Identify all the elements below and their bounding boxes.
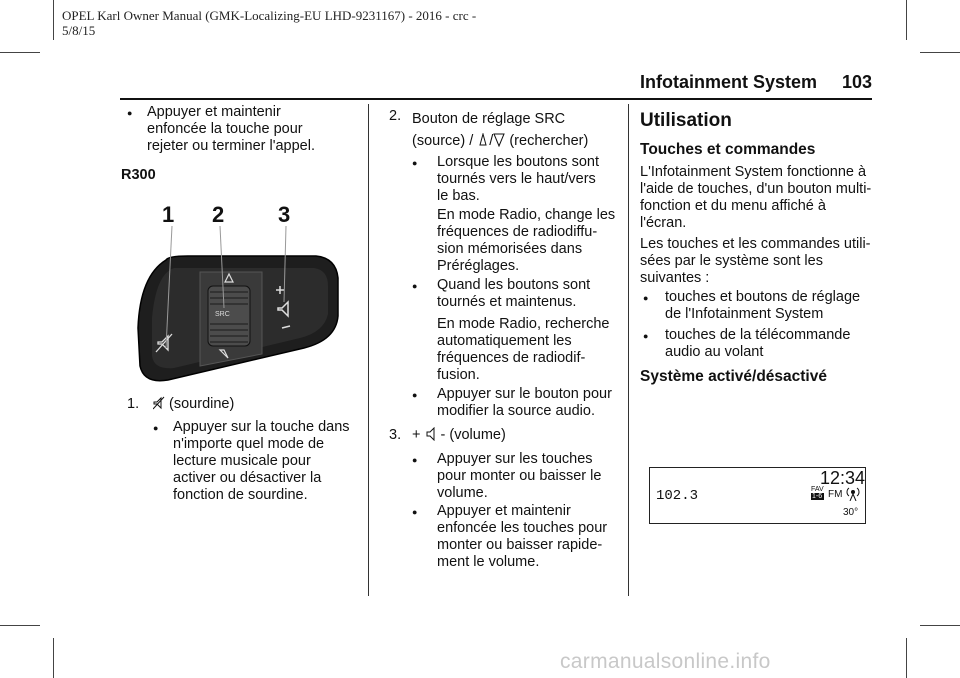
bullet-volume-hold: Appuyer et maintenir enfoncée les touches pour monter ou baisser rapide- ment le volume. bbox=[437, 503, 608, 570]
item-3-number: 3. bbox=[389, 427, 402, 443]
manual-info bbox=[62, 8, 476, 38]
column-divider bbox=[628, 104, 629, 596]
bullet-glyph: ● bbox=[412, 507, 418, 517]
bullet-turn-up-down: Lorsque les boutons sont tournés vers le haut/vers le bas. bbox=[437, 154, 600, 204]
header-rule bbox=[120, 98, 872, 100]
item-1-label: (sourdine) bbox=[169, 396, 235, 412]
display-frequency: 102.3 bbox=[656, 488, 699, 504]
crop-mark bbox=[0, 52, 40, 53]
figure-number-1: 1 bbox=[162, 202, 175, 227]
mute-icon bbox=[153, 396, 165, 410]
crop-mark bbox=[53, 638, 54, 678]
figure-number-3: 3 bbox=[278, 202, 291, 227]
manual-info-line1: OPEL Karl Owner Manual (GMK-Localizing-EU LHD-9231167) - 2016 - crc - bbox=[62, 8, 477, 23]
manual-info-line2: 5/8/15 bbox=[62, 23, 96, 38]
bullet-turn-hold: Quand les boutons sont tournés et maintenus. bbox=[437, 277, 591, 310]
heading-touches-commandes: Touches et commandes bbox=[640, 141, 816, 158]
heading-utilisation: Utilisation bbox=[640, 110, 732, 131]
figure-src-label: SRC bbox=[215, 311, 230, 318]
seek-down-icon bbox=[493, 133, 505, 147]
steering-control-figure bbox=[128, 198, 360, 388]
item-2-number: 2. bbox=[389, 108, 402, 124]
bullet-mute-description: Appuyer sur la touche dans n'importe quel mode de lecture musicale pour activer ou désactiver la fonction de sourdine. bbox=[173, 419, 350, 503]
bullet-glyph: ● bbox=[412, 281, 418, 291]
crop-mark bbox=[906, 638, 907, 678]
display-fav-indicator bbox=[811, 486, 824, 500]
display-temperature: 30° bbox=[843, 507, 859, 518]
bullet-change-source: Appuyer sur le bouton pour modifier la source audio. bbox=[437, 386, 612, 419]
paragraph-radio-presets: En mode Radio, change les fréquences de radiodiffu- sion mémorisées dans Préréglages. bbox=[437, 207, 616, 274]
display-fav-label: FAV bbox=[811, 486, 824, 493]
item-3-heading: + - (volume) bbox=[412, 427, 506, 443]
crop-mark bbox=[0, 625, 40, 626]
section-title: Infotainment System bbox=[640, 72, 818, 92]
volume-icon bbox=[425, 427, 437, 441]
display-clock: 12:34 bbox=[820, 468, 866, 488]
signal-antenna-icon bbox=[846, 487, 860, 501]
column-divider bbox=[368, 104, 369, 596]
bullet-glyph: ● bbox=[412, 390, 418, 400]
paragraph-intro: L'Infotainment System fonctionne à l'aide de touches, d'un bouton multi- fonction et du menu affiché à l'écran. bbox=[640, 164, 872, 231]
crop-mark bbox=[920, 52, 960, 53]
bullet-glyph: ● bbox=[153, 423, 159, 433]
crop-mark bbox=[920, 625, 960, 626]
model-label: R300 bbox=[121, 167, 156, 183]
bullet-volume-press: Appuyer sur les touches pour monter ou baisser le volume. bbox=[437, 451, 602, 501]
figure-number-2: 2 bbox=[212, 202, 225, 227]
bullet-system-buttons: touches et boutons de réglage de l'Infotainment System bbox=[665, 289, 861, 322]
bullet-glyph: ● bbox=[412, 158, 418, 168]
bullet-hold-reject: Appuyer et maintenir enfoncée la touche pour rejeter ou terminer l'appel. bbox=[147, 104, 315, 154]
heading-system-on-off: Système activé/désactivé bbox=[640, 368, 827, 385]
seek-up-icon bbox=[477, 133, 489, 147]
display-band: FM bbox=[828, 489, 843, 500]
paragraph-controls: Les touches et les commandes utili- sées par le système sont les suivantes : bbox=[640, 236, 871, 286]
crop-mark bbox=[906, 0, 907, 40]
paragraph-radio-seek: En mode Radio, recherche automatiquement les fréquences de radiodif- fusion. bbox=[437, 316, 610, 383]
crop-mark bbox=[53, 0, 54, 40]
item-1-heading bbox=[153, 396, 234, 413]
page-number: 103 bbox=[842, 72, 873, 92]
watermark: carmanualsonline.info bbox=[560, 650, 771, 673]
bullet-glyph: ● bbox=[643, 331, 649, 341]
bullet-glyph: ● bbox=[127, 108, 133, 118]
item-2-heading: Bouton de réglage SRC (source) / / (rechercher) bbox=[412, 111, 589, 149]
item-1-number: 1. bbox=[127, 396, 140, 412]
display-fav-page: 1-6 bbox=[812, 493, 823, 500]
bullet-glyph: ● bbox=[412, 455, 418, 465]
bullet-glyph: ● bbox=[643, 293, 649, 303]
bullet-steering-remote: touches de la télécommande audio au volant bbox=[665, 327, 851, 360]
